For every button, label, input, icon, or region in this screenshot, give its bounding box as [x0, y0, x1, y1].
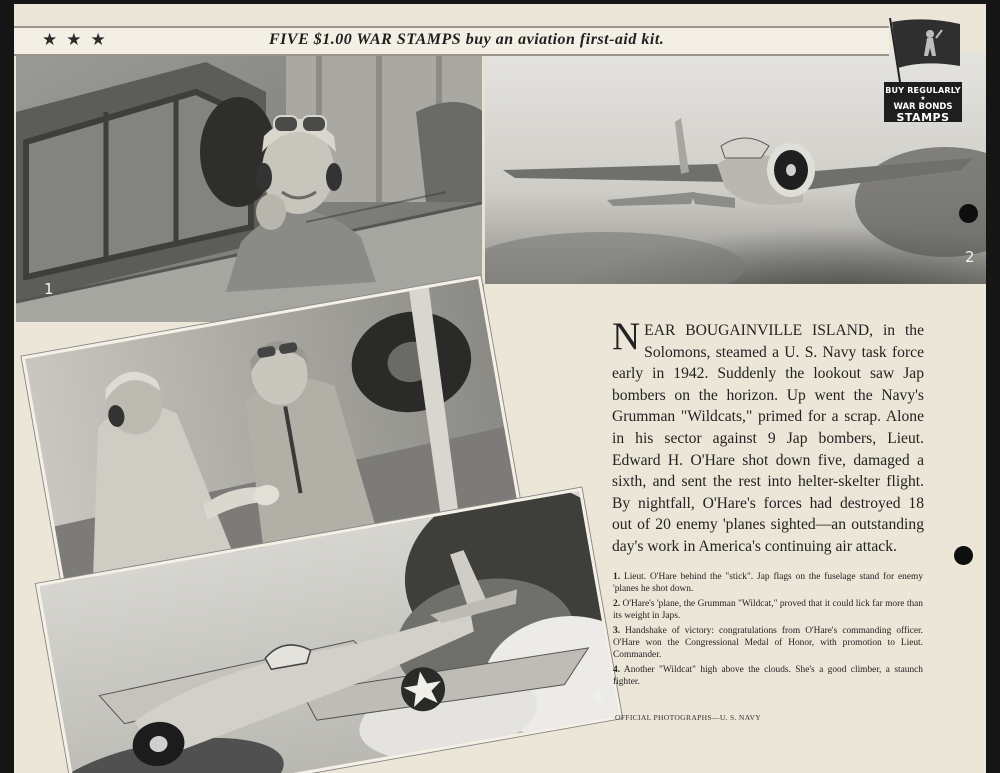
story-lead: EAR BOUGAINVILLE ISLAND,: [644, 322, 874, 339]
caption-text: Another "Wildcat" high above the clouds. She's a good climber, a staunch fighter.: [613, 665, 923, 687]
caption-number: 1.: [613, 572, 621, 582]
caption-number: 4.: [613, 665, 621, 676]
caption-text: Lieut. O'Hare behind the "stick". Jap flags on the fuselage stand for enemy 'planes he shot down.: [613, 572, 924, 594]
badge-line-2: WAR BONDS: [893, 102, 953, 112]
photo-captions: [613, 572, 923, 692]
album-page: [14, 4, 986, 773]
photo-credit: OFFICIAL PHOTOGRAPHS—U. S. NAVY: [615, 713, 762, 722]
war-bonds-badge: [882, 16, 964, 126]
banner-headline: FIVE $1.00 WAR STAMPS buy an aviation first-aid kit.: [269, 31, 665, 48]
photo-number-2: 2: [965, 248, 975, 266]
binder-hole-icon: [959, 204, 978, 223]
caption-number: 2.: [613, 599, 621, 610]
badge-line-1: BUY REGULARLY: [885, 86, 961, 95]
star-icons: ★★★: [42, 30, 115, 50]
photo-pilot-cockpit: [16, 52, 484, 322]
story-dropcap: N: [612, 315, 641, 358]
binder-hole-icon: [954, 546, 973, 565]
photo-number-1: 1: [44, 280, 54, 298]
caption-1: [613, 572, 923, 595]
caption-3: [613, 626, 923, 661]
caption-text: O'Hare's 'plane, the Grumman "Wildcat," proved that it could lick far more than its weight in Japs.: [613, 599, 923, 621]
minuteman-flag-icon: [884, 16, 964, 82]
caption-2: [613, 599, 923, 622]
photo-pilot-cockpit-image: [16, 52, 484, 322]
top-banner: [14, 26, 889, 56]
caption-number: 3.: [613, 626, 621, 637]
badge-star-icon: ★: [920, 95, 926, 102]
story-text: [612, 315, 924, 558]
badge-line-3: STAMPS: [896, 111, 950, 124]
caption-4: [613, 665, 923, 688]
story-body: in the Solomons, steamed a U. S. Navy task force early in 1942. Suddenly the lookout saw Jap bombers on the horizon. Up went the Navy's Grumman "Wildcats," primed for a scrap. Alone in his sector against 9 Jap bombers, Lieut. Edward H. O'Hare shot down five, damaged a sixth, and sent the rest into helter-skelter flight. By nightfall, O'Hare's forces had destroyed 18 out of 20 enemy 'planes sighted—an outstanding day's work in America's continuing air attack.: [612, 322, 924, 555]
badge-label-box: [884, 82, 962, 122]
photo-number-4: 4: [591, 686, 604, 706]
caption-text: Handshake of victory: congratulations from O'Hare's commanding officer. O'Hare won the Congressional Medal of Honor, with promotion to Lieut. Commander.: [613, 626, 923, 660]
